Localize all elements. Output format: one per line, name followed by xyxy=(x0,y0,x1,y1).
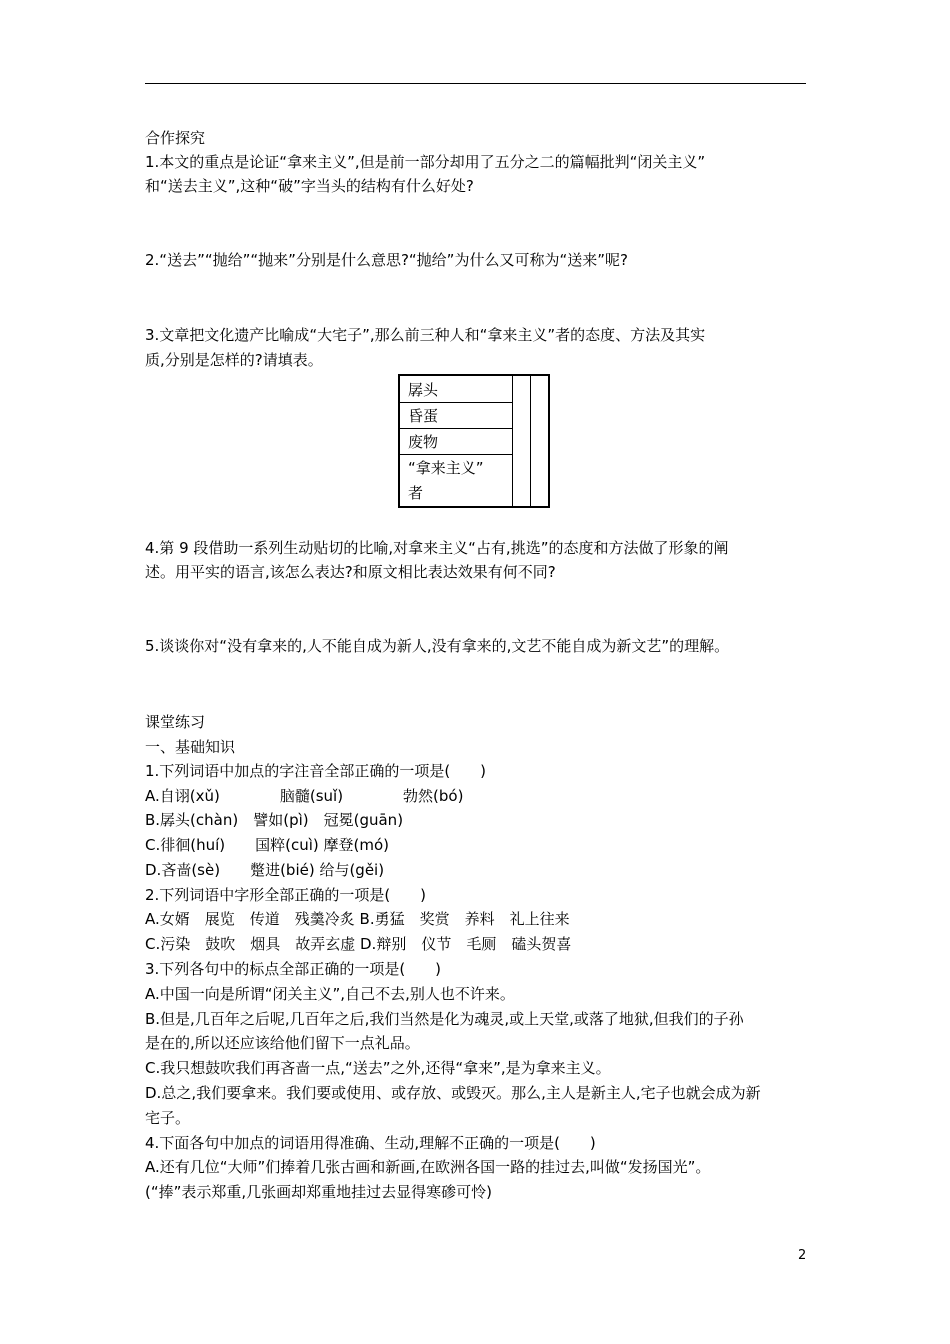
table-row-divider xyxy=(400,402,512,403)
exercise-line: 4.下面各句中加点的词语用得准确、生动,理解不正确的一项是( ) xyxy=(145,1134,596,1152)
exercise-line: 是在的,所以还应该给他们留下一点礼品。 xyxy=(145,1034,420,1052)
table-row-divider xyxy=(400,454,512,455)
fill-in-table xyxy=(398,374,550,508)
question-1-line-2: 和“送去主义”,这种“破”字当头的结构有什么好处? xyxy=(145,177,474,195)
header-rule xyxy=(145,83,806,84)
exercise-line: A.自诩(xǔ) 脑髓(suǐ) 勃然(bó) xyxy=(145,787,464,805)
question-2: 2.“送去”“抛给”“抛来”分别是什么意思?“抛给”为什么又可称为“送来”呢? xyxy=(145,251,628,269)
table-row-divider xyxy=(400,428,512,429)
exercise-line: (“捧”表示郑重,几张画却郑重地挂过去显得寒碜可怜) xyxy=(145,1183,493,1201)
question-5: 5.谈谈你对“没有拿来的,人不能自成为新人,没有拿来的,文艺不能自成为新文艺”的理解。 xyxy=(145,637,730,655)
exercise-line: C.我只想鼓吹我们再吝啬一点,“送去”之外,还得“拿来”,是为拿来主义。 xyxy=(145,1059,611,1077)
exercise-line: B.但是,几百年之后呢,几百年之后,我们当然是化为魂灵,或上天堂,或落了地狱,但我们的子孙 xyxy=(145,1010,744,1028)
table-row-label: 昏蛋 xyxy=(408,407,439,425)
exercise-line: 宅子。 xyxy=(145,1109,191,1127)
exercise-line: A.还有几位“大师”们捧着几张古画和新画,在欧洲各国一路的挂过去,叫做“发扬国光”。 xyxy=(145,1158,711,1176)
exercise-line: B.孱头(chàn) 譬如(pì) 冠冕(guān) xyxy=(145,811,404,829)
question-4-line-1: 4.第 9 段借助一系列生动贴切的比喻,对拿来主义“占有,挑选”的态度和方法做了形象的阐 xyxy=(145,539,729,557)
page-number: 2 xyxy=(798,1248,807,1263)
exercise-line: D.总之,我们要拿来。我们要或使用、或存放、或毁灭。那么,主人是新主人,宅子也就会成为新 xyxy=(145,1084,761,1102)
section-title-cooperative-inquiry: 合作探究 xyxy=(145,129,206,147)
table-row-label: “拿来主义” xyxy=(408,459,484,477)
table-row-label: 孱头 xyxy=(408,381,439,399)
question-4-line-2: 述。用平实的语言,该怎么表达?和原文相比表达效果有何不同? xyxy=(145,563,556,581)
question-3-line-2: 质,分别是怎样的?请填表。 xyxy=(145,351,323,369)
question-3-line-1: 3.文章把文化遗产比喻成“大宅子”,那么前三种人和“拿来主义”者的态度、方法及其实 xyxy=(145,326,706,344)
exercise-line: 3.下列各句中的标点全部正确的一项是( ) xyxy=(145,960,442,978)
table-row-label: 者 xyxy=(408,484,424,502)
exercise-line: A.中国一向是所谓“闭关主义”,自己不去,别人也不许来。 xyxy=(145,985,515,1003)
exercise-line: C.徘徊(huí) 国粹(cuì) 摩登(mó) xyxy=(145,836,390,854)
table-column-divider xyxy=(512,376,513,506)
exercise-line: C.污染 鼓吹 烟具 故弄玄虚 D.辩别 仪节 毛厕 磕头贺喜 xyxy=(145,935,572,953)
exercise-line: 2.下列词语中字形全部正确的一项是( ) xyxy=(145,886,427,904)
exercise-line: D.吝啬(sè) 蹩进(bié) 给与(gěi) xyxy=(145,861,385,879)
subsection-title-basic-knowledge: 一、基础知识 xyxy=(145,738,236,756)
exercise-line: 1.下列词语中加点的字注音全部正确的一项是( ) xyxy=(145,762,487,780)
table-row-label: 废物 xyxy=(408,433,439,451)
section-title-class-practice: 课堂练习 xyxy=(145,713,206,731)
question-1-line-1: 1.本文的重点是论证“拿来主义”,但是前一部分却用了五分之二的篇幅批判“闭关主义” xyxy=(145,153,706,171)
exercise-line: A.女婿 展览 传道 残羹冷炙 B.勇猛 奖赏 养料 礼上往来 xyxy=(145,910,570,928)
table-column-divider xyxy=(530,376,531,506)
